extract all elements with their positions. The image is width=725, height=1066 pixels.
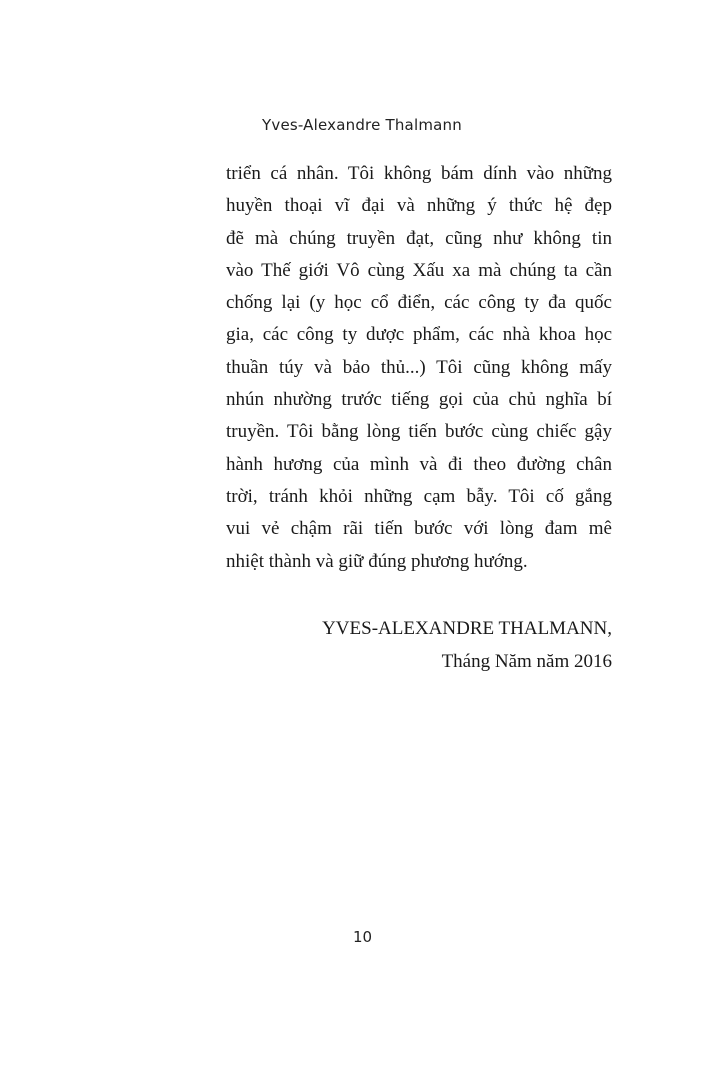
paragraph-line: trời, tránh khỏi những cạm bẫy. Tôi cố gắng [226, 485, 612, 507]
body-paragraph [226, 158, 612, 578]
paragraph-line: thuần túy và bảo thủ...) Tôi cũng không mấy [226, 356, 612, 378]
page-number: 10 [352, 928, 373, 946]
signature-date: Tháng Năm năm 2016 [441, 651, 612, 672]
running-header: Yves-Alexandre Thalmann [262, 116, 462, 134]
paragraph-line: nhiệt thành và giữ đúng phương hướng. [226, 550, 528, 572]
paragraph-line: vào Thế giới Vô cùng Xấu xa mà chúng ta cần [226, 259, 612, 281]
signature-block [322, 612, 612, 678]
paragraph-line: gia, các công ty dược phẩm, các nhà khoa học [226, 324, 612, 346]
paragraph-line: chống lại (y học cổ điển, các công ty đa quốc [226, 292, 612, 314]
paragraph-line: huyền thoại vĩ đại và những ý thức hệ đẹp [226, 195, 612, 217]
paragraph-line: đẽ mà chúng truyền đạt, cũng như không tin [226, 227, 612, 249]
paragraph-line: triển cá nhân. Tôi không bám dính vào những [226, 163, 612, 184]
paragraph-line: vui vẻ chậm rãi tiến bước với lòng đam mê [226, 518, 612, 540]
paragraph-line: truyền. Tôi bằng lòng tiến bước cùng chiếc gậy [226, 421, 612, 443]
signature-author: YVES-ALEXANDRE THALMANN, [322, 618, 612, 639]
paragraph-line: nhún nhường trước tiếng gọi của chủ nghĩa bí [226, 389, 612, 411]
paragraph-line: hành hương của mình và đi theo đường chân [226, 453, 612, 475]
